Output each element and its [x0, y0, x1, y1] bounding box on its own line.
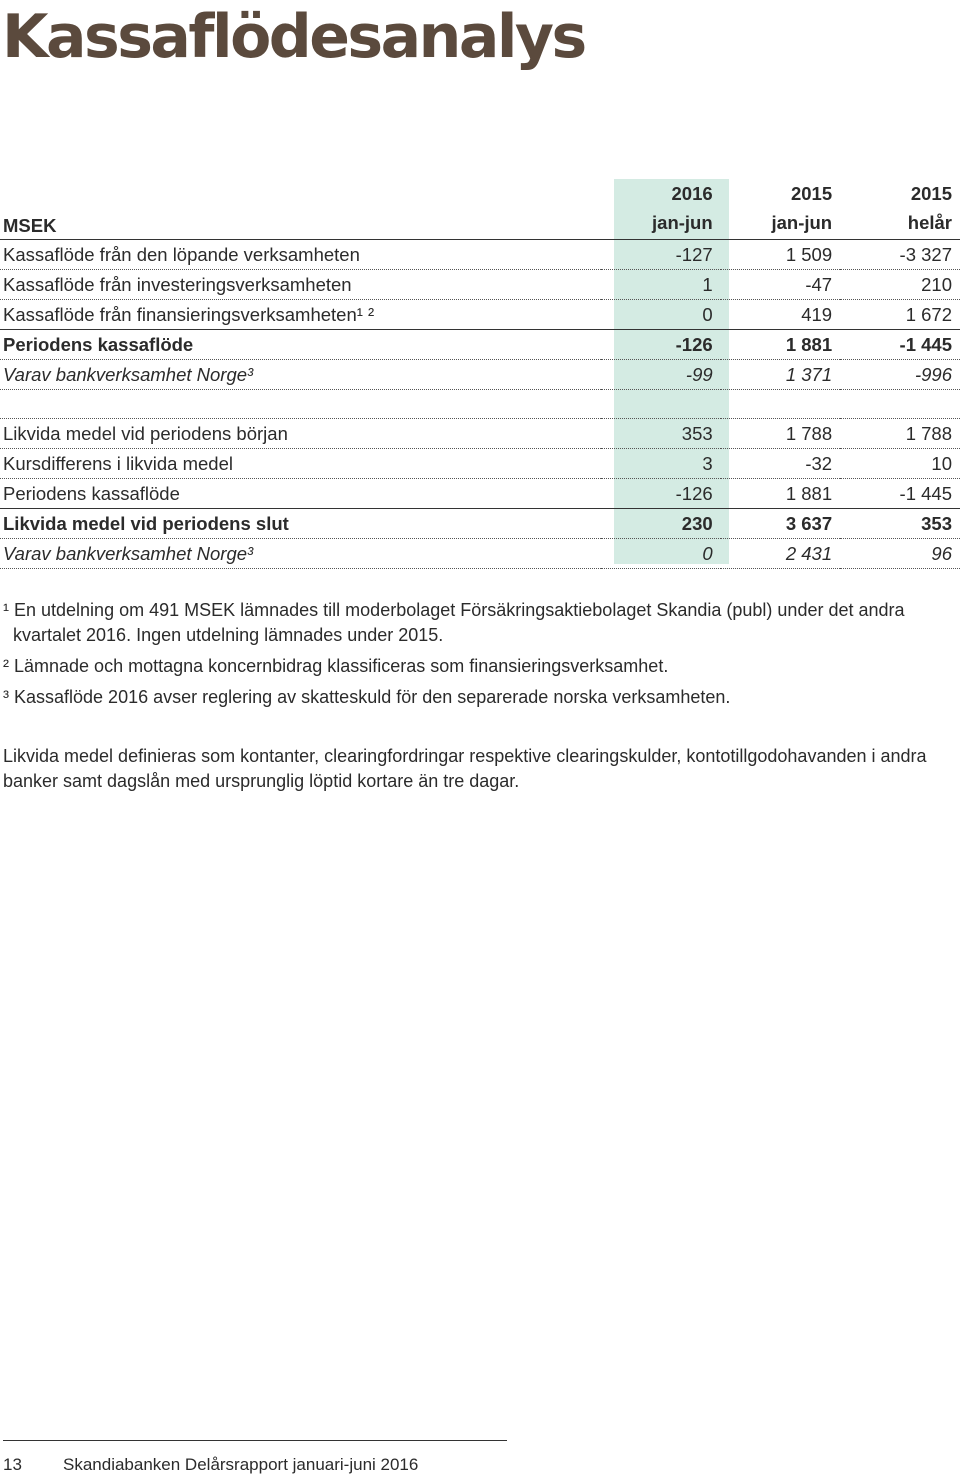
unit-label: MSEK	[0, 179, 601, 240]
cell-value: 10	[840, 449, 960, 479]
cell-value: -996	[840, 360, 960, 390]
page-number: 13	[3, 1455, 22, 1474]
table-row	[0, 479, 960, 509]
table-row	[0, 270, 960, 300]
footnotes	[3, 598, 958, 716]
footnote: ² Lämnade och mottagna koncernbidrag klassificeras som finansieringsverksamhet.	[3, 656, 669, 676]
cell-value: 1	[601, 270, 720, 300]
table-header-row	[0, 179, 960, 240]
column-header: 2015 helår	[840, 179, 960, 240]
row-label: Likvida medel vid periodens slut	[0, 509, 601, 539]
column-header: 2015 jan-jun	[721, 179, 840, 240]
cell-value: 0	[601, 300, 720, 330]
cell-value: 1 509	[721, 240, 840, 270]
table-row	[0, 419, 960, 449]
cell-value: 1 788	[721, 419, 840, 449]
footnote: ³ Kassaflöde 2016 avser reglering av skatteskuld för den separerade norska verksamheten.	[3, 687, 731, 707]
row-label: Kassaflöde från investeringsverksamheten	[0, 270, 601, 300]
definition-paragraph: Likvida medel definieras som kontanter, clearingfordringar respektive clearingskulder, kontotillgodohavanden i andra banker samt dagslån med ursprunglig löptid kortare än tre dagar.	[3, 746, 927, 791]
row-label: Kassaflöde från finansieringsverksamheten¹ ²	[0, 300, 601, 330]
footer-divider	[3, 1440, 507, 1441]
cell-value: 3 637	[721, 509, 840, 539]
row-label: Kursdifferens i likvida medel	[0, 449, 601, 479]
cell-value: 353	[840, 509, 960, 539]
cash-flow-table	[0, 179, 960, 569]
table-row	[0, 300, 960, 330]
cell-value: -47	[721, 270, 840, 300]
row-label: Periodens kassaflöde	[0, 479, 601, 509]
cell-value: -126	[601, 330, 720, 360]
cell-value: -1 445	[840, 479, 960, 509]
cell-value: 419	[721, 300, 840, 330]
cell-value: 1 371	[721, 360, 840, 390]
cell-value: 0	[601, 539, 720, 569]
cell-value: -99	[601, 360, 720, 390]
cell-value: -32	[721, 449, 840, 479]
footnote: ¹ En utdelning om 491 MSEK lämnades till moderbolaget Försäkringsaktiebolaget Skandia (publ) under det andra kvartalet 2016. Ingen utdelning lämnades under 2015.	[3, 600, 905, 645]
table-row	[0, 240, 960, 270]
cell-value: 230	[601, 509, 720, 539]
cell-value: 2 431	[721, 539, 840, 569]
cell-value: 1 788	[840, 419, 960, 449]
table-row-subitem	[0, 539, 960, 569]
table-row-total	[0, 509, 960, 539]
row-label: Likvida medel vid periodens början	[0, 419, 601, 449]
footer-text: Skandiabanken Delårsrapport januari-juni 2016	[63, 1455, 419, 1474]
row-label: Kassaflöde från den löpande verksamheten	[0, 240, 601, 270]
table-row-subitem	[0, 360, 960, 390]
cell-value: 353	[601, 419, 720, 449]
cell-value: 1 672	[840, 300, 960, 330]
cell-value: 3	[601, 449, 720, 479]
table-row	[0, 449, 960, 479]
cell-value: -3 327	[840, 240, 960, 270]
cell-value: -126	[601, 479, 720, 509]
row-label: Varav bankverksamhet Norge³	[0, 539, 601, 569]
cell-value: 1 881	[721, 330, 840, 360]
cell-value: -127	[601, 240, 720, 270]
table-row-total	[0, 330, 960, 360]
row-label: Periodens kassaflöde	[0, 330, 601, 360]
cell-value: 210	[840, 270, 960, 300]
table-spacer-row	[0, 390, 960, 419]
page-title: Kassaflödesanalys	[2, 2, 585, 72]
cell-value: 96	[840, 539, 960, 569]
cell-value: 1 881	[721, 479, 840, 509]
cell-value: -1 445	[840, 330, 960, 360]
column-header: 2016 jan-jun	[601, 179, 720, 240]
row-label: Varav bankverksamhet Norge³	[0, 360, 601, 390]
